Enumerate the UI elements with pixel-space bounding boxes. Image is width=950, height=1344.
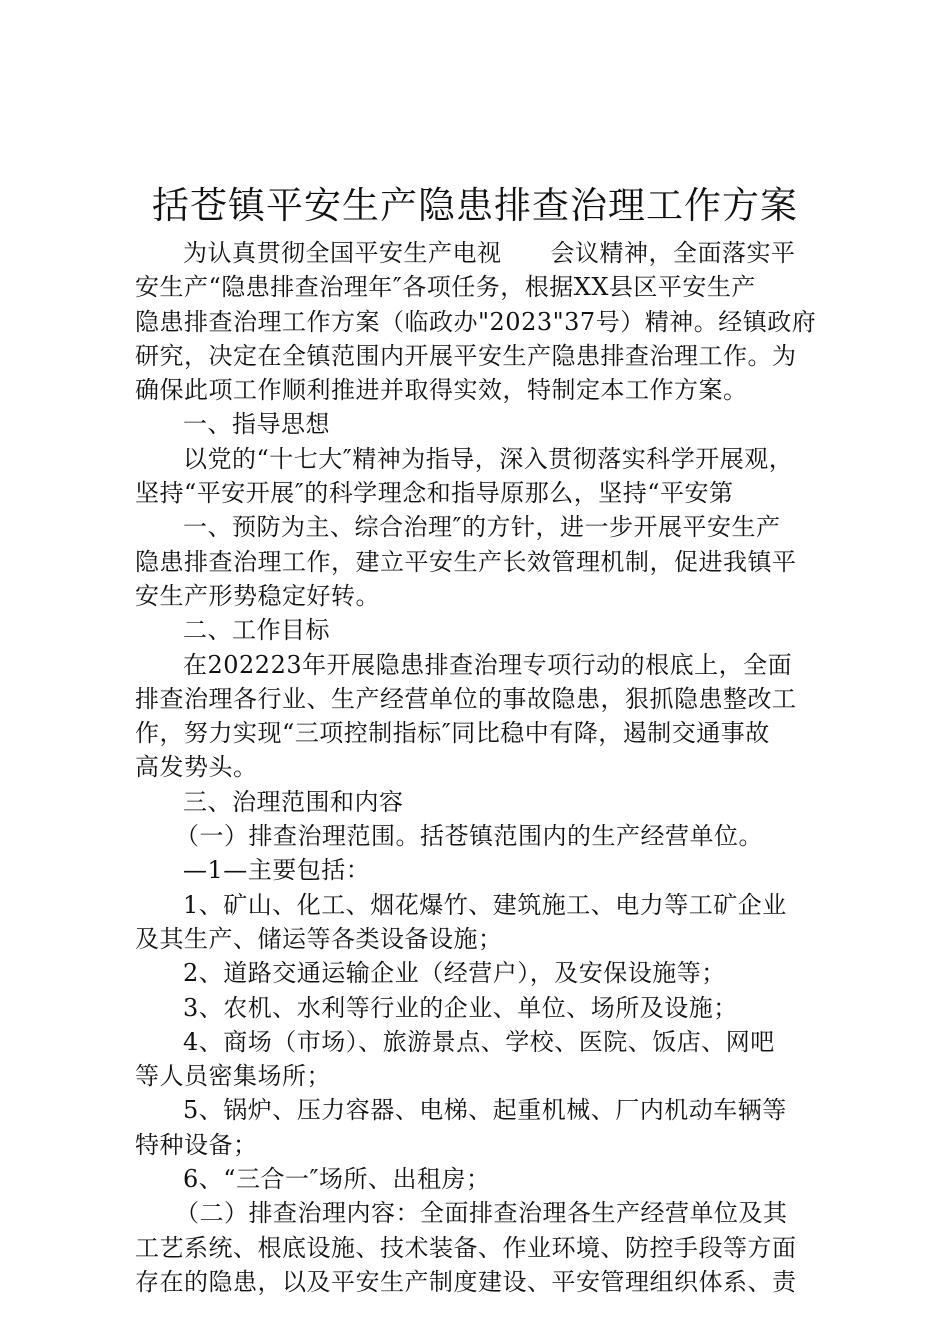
list-item-continuation: 及其生产、储运等各类设备设施；	[135, 924, 503, 953]
paragraph-line: 隐患排查治理工作方案（临政办"2023"37号）精神。经镇政府	[135, 307, 817, 336]
list-item-continuation: 等人员密集场所；	[135, 1062, 331, 1091]
paragraph-line: 一、预防为主、综合治理″的方针，进一步开展平安生产	[183, 513, 781, 542]
paragraph-line: 研究，决定在全镇范围内开展平安生产隐患排查治理工作。为	[135, 341, 797, 370]
list-item: 3、农机、水利等行业的企业、单位、场所及设施；	[183, 993, 738, 1022]
paragraph-line: 确保此项工作顺利推进并取得实效，特制定本工作方案。	[135, 376, 748, 405]
paragraph-line: 隐患排查治理工作，建立平安生产长效管理机制，促进我镇平	[135, 547, 797, 576]
paragraph-line: 作，努力实现“三项控制指标″同比稳中有降，遏制交通事故	[135, 719, 770, 748]
document-title: 括苍镇平安生产隐患排查治理工作方案	[152, 184, 798, 227]
list-item: 4、商场（市场）、旅游景点、学校、医院、饭店、网吧	[183, 1027, 775, 1056]
paragraph-line: 安生产“隐患排查治理年″各项任务，根据XX县区平安生产	[135, 273, 756, 302]
paragraph-line: 工艺系统、根底设施、技术装备、作业环境、防控手段等方面	[135, 1233, 797, 1262]
document-body	[135, 236, 835, 1299]
paragraph-line: （一）排查治理范围。括苍镇范围内的生产经营单位。	[175, 822, 763, 851]
paragraph-line: 高发势头。	[135, 753, 258, 782]
paragraph-line: 在202223年开展隐患排查治理专项行动的根底上，全面	[183, 650, 793, 679]
paragraph-line: 坚持“平安开展″的科学理念和指导原那么，坚持“平安第	[135, 479, 734, 508]
paragraph-line: 为认真贯彻全国平安生产电视 会议精神，全面落实平	[183, 239, 796, 267]
list-item: 5、锅炉、压力容器、电梯、起重机械、厂内机动车辆等	[183, 1096, 787, 1125]
list-item: 2、道路交通运输企业（经营户），及安保设施等；	[183, 959, 726, 988]
paragraph-line: —1—主要包括：	[183, 856, 371, 885]
section-heading: 一、指导思想	[183, 410, 330, 439]
paragraph-line: （二）排查治理内容：全面排查治理各生产经营单位及其	[175, 1199, 788, 1228]
list-item-continuation: 特种设备；	[135, 1130, 258, 1159]
paragraph-line: 排查治理各行业、生产经营单位的事故隐患，狠抓隐患整改工	[135, 684, 797, 713]
section-heading: 二、工作目标	[183, 616, 330, 645]
list-item: 6、“三合一″场所、出租房；	[183, 1165, 491, 1194]
paragraph-line: 以党的“十七大″精神为指导，深入贯彻落实科学开展观，	[183, 444, 794, 473]
list-item: 1、矿山、化工、烟花爆竹、建筑施工、电力等工矿企业	[183, 890, 787, 919]
section-heading: 三、治理范围和内容	[183, 787, 404, 816]
paragraph-line: 安生产形势稳定好转。	[135, 581, 380, 610]
paragraph-line: 存在的隐患，以及平安生产制度建设、平安管理组织体系、责	[135, 1267, 797, 1296]
